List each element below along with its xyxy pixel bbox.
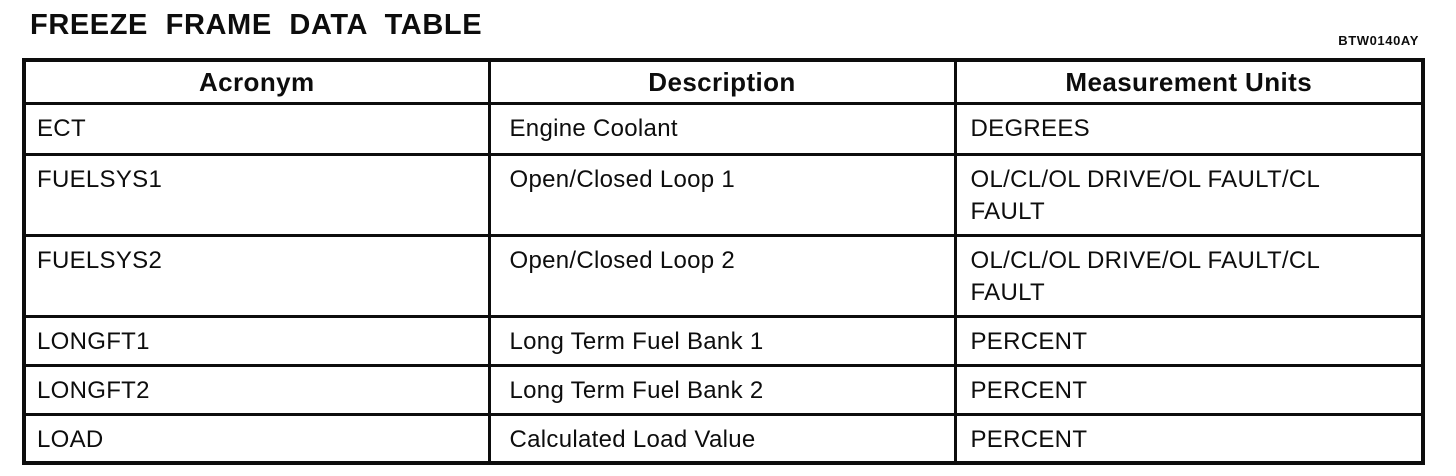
- acronym-text: ECT: [37, 115, 86, 142]
- description-cell: [489, 316, 955, 365]
- column-header-acronym: Acronym: [24, 60, 489, 104]
- description-text: Open/Closed Loop 1: [509, 166, 736, 193]
- acronym-text: FUELSYS2: [37, 246, 163, 274]
- description-cell: [489, 365, 955, 414]
- freeze-frame-data-table: [22, 58, 1425, 465]
- table-row: [24, 365, 1423, 414]
- description-cell: [489, 235, 955, 316]
- acronym-text: LONGFT1: [37, 327, 150, 355]
- description-cell: [489, 155, 955, 236]
- units-cell: [955, 155, 1423, 236]
- units-cell: [955, 104, 1423, 155]
- units-cell: [955, 414, 1423, 463]
- description-text: Long Term Fuel Bank 2: [509, 376, 764, 404]
- units-cell: [955, 316, 1423, 365]
- acronym-text: FUELSYS1: [37, 166, 163, 193]
- units-cell: [955, 365, 1423, 414]
- table-body: [24, 104, 1423, 464]
- description-cell: [489, 414, 955, 463]
- description-text: Open/Closed Loop 2: [509, 246, 736, 274]
- description-text: Engine Coolant: [509, 115, 678, 142]
- units-text: PERCENT: [970, 425, 1088, 453]
- description-text: Long Term Fuel Bank 1: [509, 327, 764, 355]
- page-title: FREEZE FRAME DATA TABLE: [30, 9, 483, 41]
- description-cell: [489, 104, 955, 155]
- acronym-cell: [24, 414, 489, 463]
- acronym-cell: [24, 104, 489, 155]
- column-header-description: Description: [489, 60, 955, 104]
- table-row: [24, 316, 1423, 365]
- figure-code: BTW0140AY: [1338, 33, 1419, 48]
- units-text: OL/CL/OL DRIVE/OL FAULT/CL FAULT: [970, 246, 1320, 306]
- acronym-cell: [24, 316, 489, 365]
- table-row: [24, 414, 1423, 463]
- units-text: PERCENT: [970, 327, 1088, 355]
- acronym-text: LONGFT2: [37, 376, 150, 404]
- column-header-measurement-units: Measurement Units: [955, 60, 1423, 104]
- description-text: Calculated Load Value: [509, 425, 756, 453]
- table-row: [24, 235, 1423, 316]
- table-row: [24, 155, 1423, 236]
- table-row: [24, 104, 1423, 155]
- acronym-cell: [24, 365, 489, 414]
- acronym-text: LOAD: [37, 425, 104, 453]
- units-text: DEGREES: [970, 115, 1090, 142]
- units-text: PERCENT: [970, 376, 1088, 404]
- units-text: OL/CL/OL DRIVE/OL FAULT/CL FAULT: [970, 166, 1320, 225]
- acronym-cell: [24, 235, 489, 316]
- acronym-cell: [24, 155, 489, 236]
- header-row: [24, 60, 1423, 104]
- units-cell: [955, 235, 1423, 316]
